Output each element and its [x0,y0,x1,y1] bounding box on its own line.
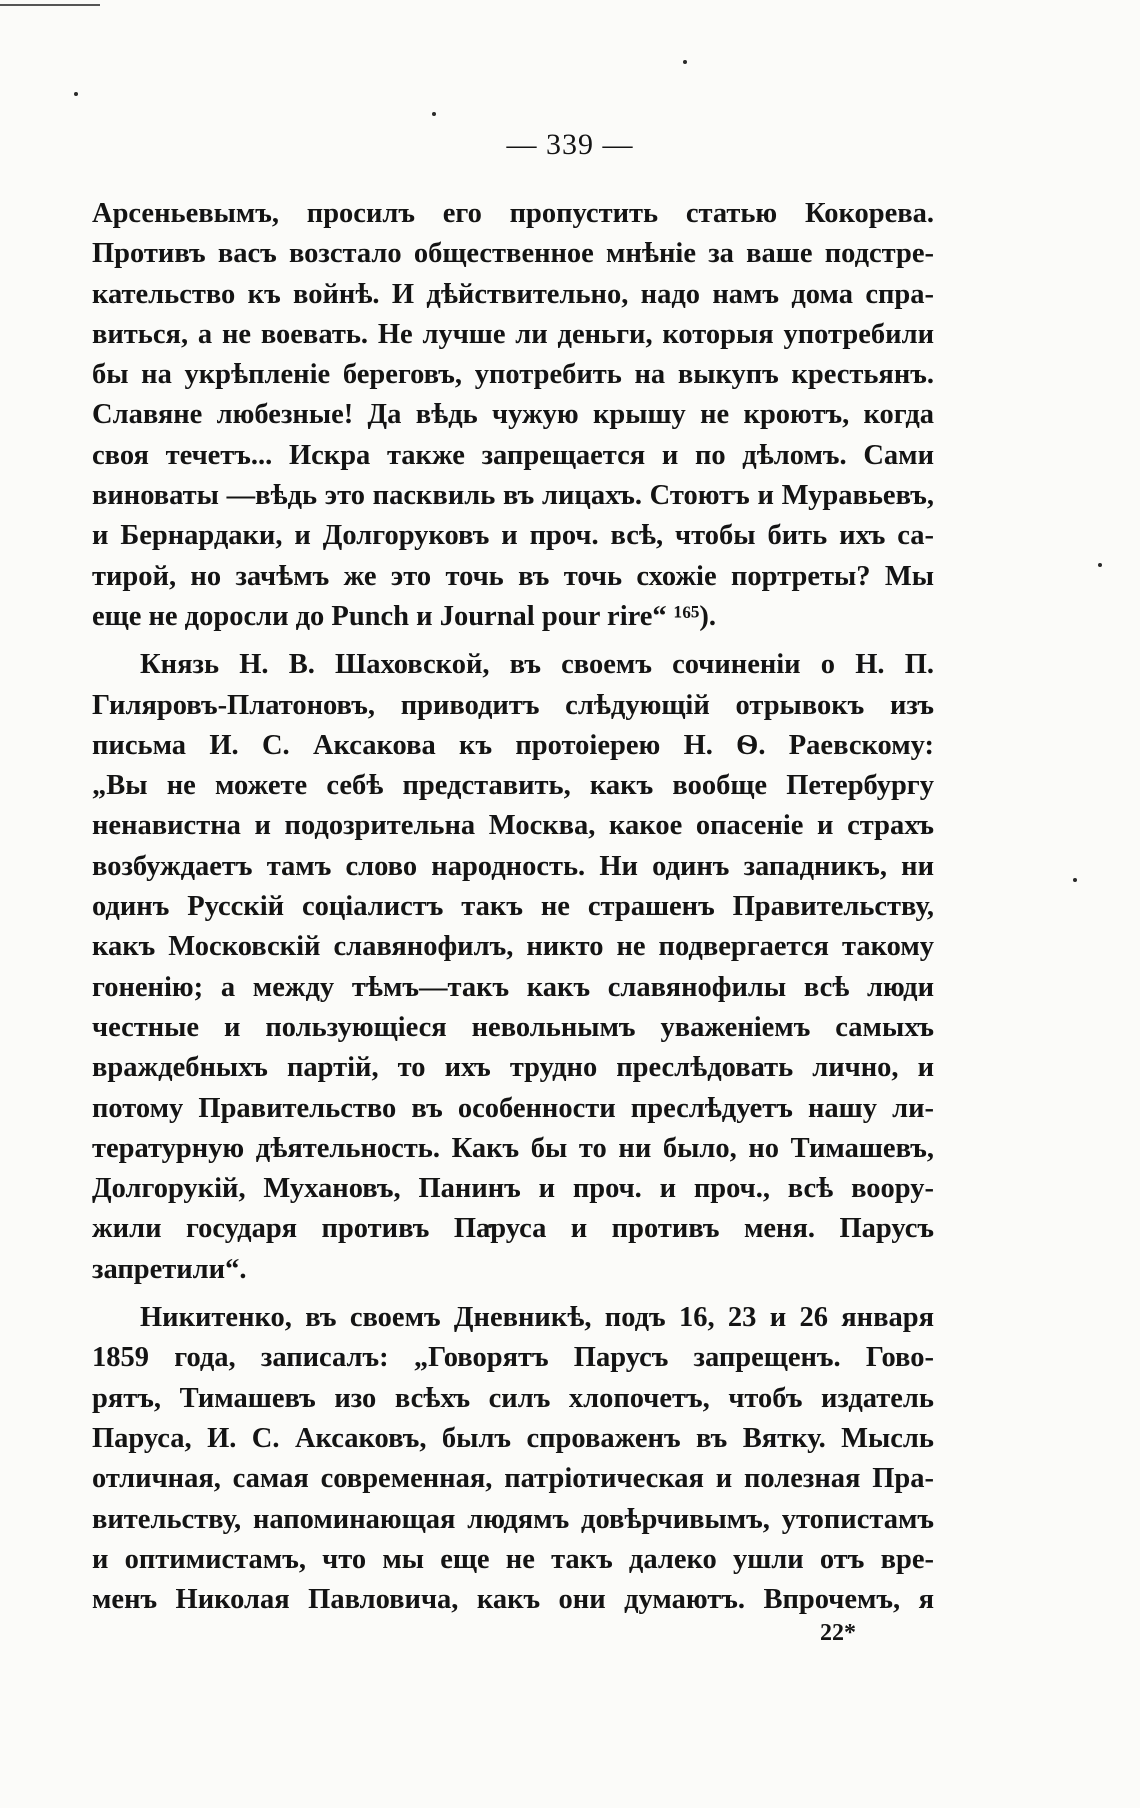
text-line: Никитенко, въ своемъ Дневникѣ, подъ 16, 23 и 26 января [140,1302,934,1334]
text-line: тирой, но зачѣмъ же это точь въ точь схожіе портреты? Мы [92,560,934,592]
paragraph-1 [92,194,934,637]
text-line: еще не доросли до Punch и Journal pour rire“ ¹⁶⁵). [92,600,717,632]
text-line: бы на укрѣпленіе береговъ, употребить на выкупъ крестьянъ. [92,359,934,391]
text-line: честные и пользующіеся невольнымъ уваженіемъ самыхъ [92,1011,934,1043]
text-line: Противъ васъ возстало общественное мнѣніе за ваше подстре- [92,238,934,270]
text-line: 1859 года, записалъ: „Говорятъ Парусъ запрещенъ. Гово- [92,1342,934,1374]
text-line: запретили“. [92,1253,247,1285]
text-line: Князь Н. В. Шаховской, въ своемъ сочиненіи о Н. П. [140,649,934,681]
ink-speck [1098,563,1102,567]
text-line: и оптимистамъ, что мы еще не такъ далеко ушли отъ вре- [92,1543,934,1575]
text-line: Гиляровъ-Платоновъ, приводитъ слѣдующій отрывокъ изъ [92,689,934,721]
text-line: виться, а не воевать. Не лучше ли деньги, которыя употребили [92,318,934,350]
text-line: своя течетъ... Искра также запрещается и по дѣломъ. Сами [92,439,934,471]
text-line: Славяне любезные! Да вѣдь чужую крышу не кроютъ, когда [92,399,934,431]
ink-speck [683,60,687,64]
ink-speck [1073,878,1077,882]
scan-corner-mark [0,4,100,6]
paragraph-gap [92,637,934,645]
text-line: вительству, напоминающая людямъ довѣрчивымъ, утопистамъ [92,1503,934,1535]
text-line: тературную дѣятельность. Какъ бы то ни было, но Тимашевъ, [92,1132,934,1164]
text-line: ненавистна и подозрительна Москва, какое опасеніе и страхъ [92,810,934,842]
text-line: „Вы не можете себѣ представить, какъ вообще Петербургу [92,770,934,802]
text-line: одинъ Русскій соціалистъ такъ не страшенъ Правительству, [92,891,934,923]
ink-speck [432,112,436,116]
paragraph-2 [92,645,934,1290]
book-text [92,194,934,1620]
text-line: Арсеньевымъ, просилъ его пропустить статью Кокорева. [92,198,934,229]
text-line: Долгорукій, Мухановъ, Панинъ и проч. и проч., всѣ воору- [92,1173,934,1205]
text-line: письма И. С. Аксакова къ протоіерею Н. Ѳ. Раевскому: [92,729,934,761]
ink-speck [74,92,78,96]
text-line: и Бернардаки, и Долгоруковъ и проч. всѣ, чтобы бить ихъ са- [92,520,934,552]
text-line: жили государя противъ Паруса и противъ меня. Парусъ [92,1213,934,1245]
text-line: какъ Московскій славянофилъ, никто не подвергается такому [92,931,934,963]
text-line: враждебныхъ партій, то ихъ трудно преслѣдовать лично, и [92,1052,934,1084]
text-line: Паруса, И. С. Аксаковъ, былъ спроваженъ въ Вятку. Мысль [92,1422,934,1454]
text-line: отличная, самая современная, патріотическая и полезная Пра- [92,1463,934,1495]
paragraph-gap [92,1290,934,1298]
text-line: возбуждаетъ тамъ слово народность. Ни одинъ западникъ, ни [92,850,934,882]
text-line: виноваты —вѣдь это пасквиль въ лицахъ. Стоютъ и Муравьевъ, [92,480,934,512]
text-line: кательство къ войнѣ. И дѣйствительно, надо намъ дома спра- [92,278,934,310]
text-line: гоненію; а между тѣмъ—такъ какъ славянофилы всѣ люди [92,971,934,1003]
text-line: рятъ, Тимашевъ изо всѣхъ силъ хлопочетъ, чтобъ издатель [92,1382,934,1414]
page-number-header: — 339 — [506,128,634,161]
signature-mark: 22* [820,1620,856,1646]
text-line: потому Правительство въ особенности преслѣдуетъ нашу ли- [92,1092,934,1124]
paragraph-3 [92,1298,934,1620]
text-line: менъ Николая Павловича, какъ они думаютъ. Впрочемъ, я [92,1584,934,1616]
